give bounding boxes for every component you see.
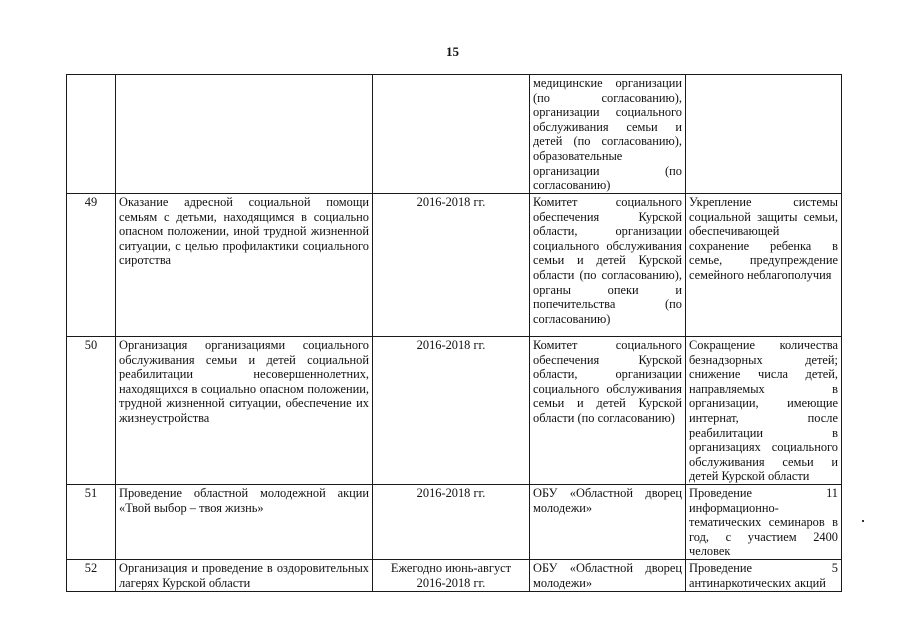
expected-result-cell: Проведение 5 антинаркотических акций <box>686 559 842 591</box>
period-cell: 2016-2018 гг. <box>373 194 530 337</box>
executors-cell: медицинские организации (по согласованию), организации социального обслуживания семьи и детей (по согласованию), образовательные организации (по согласованию) <box>530 75 686 194</box>
measure-description-cell: Оказание адресной социальной помощи семьям с детьми, находящимся в социально опасном положении, иной трудной жизненной ситуации, с целью профилактики социального сиротства <box>116 194 373 337</box>
executors-cell: Комитет социального обеспечения Курской области, организации социального обслуживания семьи и детей Курской области (по согласованию), органы опеки и попечительства (по согласованию) <box>530 194 686 337</box>
expected-result-cell <box>686 75 842 194</box>
period-cell <box>373 75 530 194</box>
table-row <box>67 75 842 194</box>
measure-description-cell <box>116 75 373 194</box>
period-cell: 2016-2018 гг. <box>373 337 530 485</box>
row-number-cell: 52 <box>67 559 116 591</box>
expected-result-cell: Проведение 11 информационно-тематических семинаров в год, с участием 2400 человек <box>686 484 842 559</box>
page-number: 15 <box>446 44 459 59</box>
row-number-cell: 51 <box>67 484 116 559</box>
row-number-cell: 50 <box>67 337 116 485</box>
measure-description-cell: Проведение областной молодежной акции «Твой выбор – твоя жизнь» <box>116 484 373 559</box>
measures-table <box>66 74 842 592</box>
table-row <box>67 559 842 591</box>
row-number-cell: 49 <box>67 194 116 337</box>
period-cell: Ежегодно июнь-август 2016-2018 гг. <box>373 559 530 591</box>
measure-description-cell: Организация организациями социального обслуживания семьи и детей социальной реабилитации несовершеннолетних, находящихся в социально опасном положении, трудной жизненной ситуации, обеспечение их жизнеустройства <box>116 337 373 485</box>
table-row <box>67 337 842 485</box>
measure-description-cell: Организация и проведение в оздоровительных лагерях Курской области <box>116 559 373 591</box>
expected-result-cell: Укрепление системы социальной защиты семьи, обеспечивающей сохранение ребенка в семье, предупреждение семейного неблагополучия <box>686 194 842 337</box>
scan-dot <box>862 520 864 522</box>
expected-result-cell: Сокращение количества безнадзорных детей; снижение числа детей, направляемых в организации, имеющие интернат, после реабилитации в организациях социального обслуживания семьи и детей Курской области <box>686 337 842 485</box>
period-cell: 2016-2018 гг. <box>373 484 530 559</box>
table-row <box>67 194 842 337</box>
row-number-cell <box>67 75 116 194</box>
executors-cell: ОБУ «Областной дворец молодежи» <box>530 484 686 559</box>
table-row <box>67 484 842 559</box>
executors-cell: Комитет социального обеспечения Курской области, организации социального обслуживания семьи и детей Курской области (по согласованию) <box>530 337 686 485</box>
executors-cell: ОБУ «Областной дворец молодежи» <box>530 559 686 591</box>
